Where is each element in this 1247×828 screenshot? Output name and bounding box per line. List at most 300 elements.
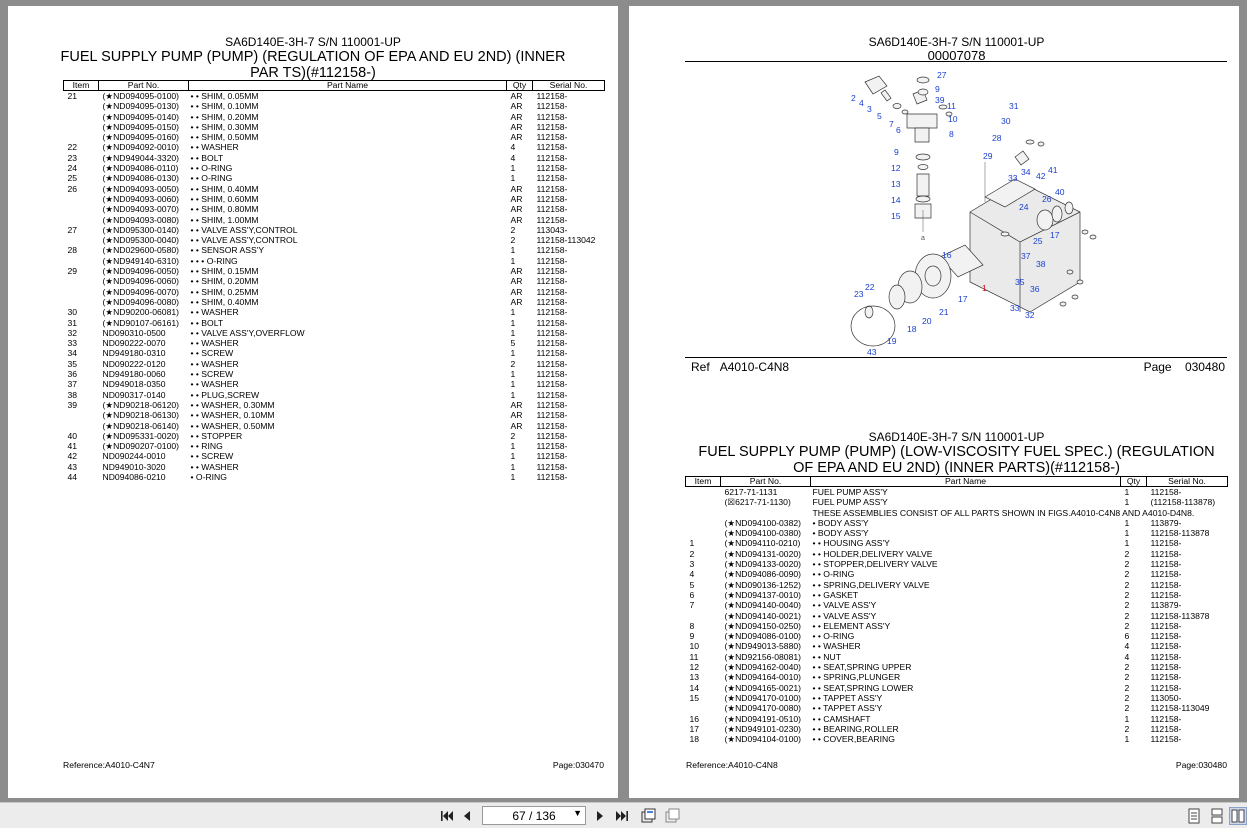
part-no-cell: ND949018-0350 bbox=[102, 379, 166, 390]
part-no-cell: (★ND094100-0382) bbox=[724, 517, 801, 528]
item-cell: 29 bbox=[67, 266, 78, 277]
table-row bbox=[686, 693, 1228, 703]
part-no-cell: (★ND094131-0020) bbox=[724, 548, 801, 559]
table-row bbox=[686, 714, 1228, 724]
item-cell: 13 bbox=[689, 672, 700, 683]
part-name-cell: • • CAMSHAFT bbox=[812, 713, 871, 724]
table-row bbox=[64, 91, 605, 102]
heading-line-2: OF EPA AND EU 2ND) (INNER PARTS)(#112158-) bbox=[793, 460, 1120, 476]
qty-cell: 2 bbox=[510, 224, 516, 235]
svg-text:5: 5 bbox=[877, 111, 882, 121]
part-name-cell: • • STOPPER bbox=[190, 430, 243, 441]
table-row bbox=[64, 256, 605, 266]
svg-text:36: 36 bbox=[1030, 284, 1040, 294]
table-row bbox=[64, 379, 605, 389]
svg-text:39: 39 bbox=[935, 95, 945, 105]
item-cell bbox=[64, 112, 99, 122]
qty-cell: 1 bbox=[1124, 538, 1130, 549]
item-cell: 35 bbox=[67, 358, 78, 369]
footer-reference: Reference:A4010-C4N8 bbox=[686, 760, 778, 770]
serial-cell: 112158- bbox=[536, 338, 568, 349]
part-no-cell: (☒6217-71-1130) bbox=[724, 497, 791, 508]
part-name-cell: • • PLUG,SCREW bbox=[190, 389, 260, 400]
part-no-cell: (★ND095331-0020) bbox=[102, 430, 179, 441]
part-name-cell: • • • O-RING bbox=[190, 255, 238, 266]
footer-page: Page:030470 bbox=[552, 760, 604, 770]
part-name-cell: • • WASHER bbox=[812, 641, 861, 652]
item-cell: 23 bbox=[67, 152, 78, 163]
qty-cell: 2 bbox=[1124, 672, 1130, 683]
table-row bbox=[686, 590, 1228, 600]
qty-cell: 2 bbox=[510, 430, 516, 441]
table-row bbox=[64, 194, 605, 204]
serial-cell: 112158- bbox=[536, 307, 568, 318]
part-name-cell: • • VALVE ASS'Y,OVERFLOW bbox=[190, 327, 305, 338]
serial-cell: 112158- bbox=[536, 461, 568, 472]
part-name-cell: • O-RING bbox=[190, 471, 227, 482]
item-cell: 8 bbox=[689, 620, 695, 631]
serial-cell: 112158- bbox=[536, 245, 568, 256]
qty-cell: 1 bbox=[510, 173, 516, 184]
part-no-cell: ND090310-0500 bbox=[102, 327, 166, 338]
item-cell: 15 bbox=[689, 692, 700, 703]
serial-cell: 112158- bbox=[536, 163, 568, 174]
part-name-cell: • • SEAT,SPRING LOWER bbox=[812, 682, 914, 693]
serial-cell: 112158- bbox=[536, 399, 568, 410]
table-row bbox=[64, 400, 605, 410]
item-cell bbox=[686, 508, 721, 518]
item-cell bbox=[686, 518, 721, 528]
serial-cell: 112158-113049 bbox=[1150, 703, 1210, 714]
part-name-cell: • • SHIM, 1.00MM bbox=[190, 214, 259, 225]
prev-page-icon[interactable] bbox=[458, 807, 476, 825]
part-name-cell: • • WASHER bbox=[190, 142, 239, 153]
svg-text:15: 15 bbox=[891, 211, 901, 221]
table-row bbox=[64, 297, 605, 307]
svg-text:a: a bbox=[921, 235, 925, 242]
svg-text:17: 17 bbox=[958, 294, 968, 304]
single-page-icon[interactable] bbox=[1185, 807, 1203, 825]
part-name-cell: • • SENSOR ASS'Y bbox=[190, 245, 265, 256]
serial-cell: 112158- bbox=[1150, 579, 1182, 590]
serial-cell: 112158- bbox=[536, 152, 568, 163]
part-no-cell: 6217-71-1131 bbox=[724, 487, 778, 497]
svg-text:18: 18 bbox=[907, 324, 917, 334]
parts-table bbox=[63, 80, 605, 482]
qty-cell: 1 bbox=[510, 317, 516, 328]
serial-cell: 112158- bbox=[1150, 538, 1182, 549]
qty-cell: AR bbox=[510, 183, 523, 194]
qty-cell: AR bbox=[510, 296, 523, 307]
item-cell: 4 bbox=[689, 569, 695, 580]
serial-cell: 112158- bbox=[1150, 620, 1182, 631]
svg-text:42: 42 bbox=[1036, 171, 1046, 181]
part-name-cell: • • TAPPET ASS'Y bbox=[812, 703, 883, 714]
svg-text:8: 8 bbox=[949, 129, 954, 139]
page-number-input[interactable] bbox=[482, 806, 586, 825]
svg-text:30: 30 bbox=[1001, 116, 1011, 126]
section-heading bbox=[672, 444, 1241, 476]
col-header-part-no: Part No. bbox=[99, 81, 189, 91]
page-indicator: 67 / 136 bbox=[512, 808, 556, 823]
svg-text:29: 29 bbox=[983, 151, 993, 161]
table-row bbox=[686, 600, 1228, 610]
serial-cell: 112158- bbox=[536, 111, 568, 122]
svg-text:3: 3 bbox=[867, 104, 872, 114]
col-header-serial: Serial No. bbox=[533, 81, 605, 91]
item-cell: 32 bbox=[67, 327, 78, 338]
item-cell: 37 bbox=[67, 379, 78, 390]
table-row bbox=[64, 204, 605, 214]
table-row bbox=[686, 518, 1228, 528]
svg-text:13: 13 bbox=[891, 179, 901, 189]
part-name-cell: • • BOLT bbox=[190, 152, 224, 163]
item-cell: 17 bbox=[689, 723, 700, 734]
serial-cell: 112158- bbox=[536, 327, 568, 338]
qty-cell: 1 bbox=[1124, 734, 1130, 745]
qty-cell: 1 bbox=[1124, 487, 1130, 497]
part-no-cell: (★ND094096-0060) bbox=[102, 276, 179, 287]
part-no-cell: (★ND094093-0080) bbox=[102, 214, 179, 225]
part-no-cell: (★ND949013-5880) bbox=[724, 641, 801, 652]
qty-cell: AR bbox=[510, 121, 523, 132]
exploded-parts-diagram bbox=[685, 61, 1227, 358]
qty-cell: AR bbox=[510, 111, 523, 122]
svg-text:23: 23 bbox=[854, 289, 864, 299]
serial-cell: 112158- bbox=[536, 348, 568, 359]
part-no-cell: (★ND92156-08081) bbox=[724, 651, 801, 662]
qty-cell: 4 bbox=[1124, 651, 1130, 662]
item-cell: 7 bbox=[689, 600, 695, 611]
qty-cell: 2 bbox=[1124, 589, 1130, 600]
qty-cell: 1 bbox=[1124, 528, 1130, 539]
part-name-cell: • BODY ASS'Y bbox=[812, 528, 869, 539]
part-name-cell: • • VALVE ASS'Y,CONTROL bbox=[190, 224, 298, 235]
serial-cell: (112158-113878) bbox=[1150, 497, 1216, 508]
qty-cell: 2 bbox=[1124, 579, 1130, 590]
part-no-cell: (★ND094140-0021) bbox=[724, 610, 801, 621]
serial-cell: 112158- bbox=[536, 276, 568, 287]
serial-cell: 113879- bbox=[1150, 600, 1182, 611]
part-name-cell: • • SCREW bbox=[190, 348, 234, 359]
ref-value: A4010-C4N8 bbox=[719, 360, 790, 374]
qty-cell: 1 bbox=[1124, 497, 1130, 508]
table-row bbox=[64, 318, 605, 328]
col-header-serial: Serial No. bbox=[1147, 477, 1228, 487]
table-row bbox=[64, 390, 605, 400]
serial-cell: 112158- bbox=[1150, 723, 1182, 734]
part-no-cell: (★ND094140-0040) bbox=[724, 600, 801, 611]
table-row bbox=[64, 338, 605, 348]
qty-cell: 1 bbox=[510, 471, 516, 482]
qty-cell: AR bbox=[510, 420, 523, 431]
item-cell bbox=[64, 235, 99, 245]
part-no-cell bbox=[721, 508, 811, 518]
serial-cell: 112158- bbox=[536, 379, 568, 390]
part-name-cell: • • ELEMENT ASS'Y bbox=[812, 620, 891, 631]
document-page-right bbox=[629, 6, 1239, 798]
part-no-cell: (★ND094093-0050) bbox=[102, 183, 179, 194]
svg-text:26: 26 bbox=[1042, 194, 1052, 204]
part-name-cell: • • GASKET bbox=[812, 589, 859, 600]
qty-cell: AR bbox=[510, 132, 523, 143]
part-no-cell: (★ND094137-0010) bbox=[724, 589, 801, 600]
item-cell: 31 bbox=[67, 317, 78, 328]
serial-cell: 112158- bbox=[536, 132, 568, 143]
table-row bbox=[64, 348, 605, 358]
part-name-cell: • • VALVE ASS'Y bbox=[812, 610, 877, 621]
item-cell bbox=[64, 410, 99, 420]
item-cell: 27 bbox=[67, 224, 78, 235]
item-cell: 36 bbox=[67, 369, 78, 380]
part-no-cell: (★ND949044-3320) bbox=[102, 152, 179, 163]
item-cell: 6 bbox=[689, 589, 695, 600]
part-name-cell: • • RING bbox=[190, 441, 223, 452]
part-no-cell: (★ND90218-06140) bbox=[102, 420, 179, 431]
col-header-qty: Qty bbox=[507, 81, 533, 91]
item-cell bbox=[64, 132, 99, 142]
table-row bbox=[64, 369, 605, 379]
part-no-cell: (★ND094095-0100) bbox=[102, 91, 179, 101]
part-no-cell: (★ND90200-06081) bbox=[102, 307, 179, 318]
serial-cell: 112158- bbox=[1150, 631, 1182, 642]
parts-table bbox=[685, 476, 1228, 744]
footer-page: Page:030480 bbox=[1175, 760, 1227, 770]
svg-text:24: 24 bbox=[1019, 202, 1029, 212]
svg-text:17: 17 bbox=[1050, 230, 1060, 240]
serial-cell: 112158- bbox=[536, 389, 568, 400]
part-name-cell: • BODY ASS'Y bbox=[812, 517, 869, 528]
qty-cell: 1 bbox=[510, 441, 516, 452]
item-cell: 42 bbox=[67, 451, 78, 462]
qty-cell: 4 bbox=[510, 152, 516, 163]
part-no-cell: (★ND949140-6310) bbox=[102, 255, 179, 266]
item-cell bbox=[64, 101, 99, 111]
item-cell: 25 bbox=[67, 173, 78, 184]
part-no-cell: (★ND094162-0040) bbox=[724, 662, 801, 673]
part-name-cell: • • O-RING bbox=[812, 569, 855, 580]
item-cell: 44 bbox=[67, 471, 78, 482]
item-cell: 12 bbox=[689, 662, 700, 673]
table-row bbox=[686, 621, 1228, 631]
table-row bbox=[686, 497, 1228, 507]
qty-cell: 1 bbox=[510, 307, 516, 318]
item-cell: 10 bbox=[689, 641, 700, 652]
part-name-cell: • • HOUSING ASS'Y bbox=[812, 538, 890, 549]
svg-text:12: 12 bbox=[891, 163, 901, 173]
table-row bbox=[64, 472, 605, 482]
svg-text:19: 19 bbox=[887, 336, 897, 346]
serial-cell: 112158- bbox=[536, 183, 568, 194]
svg-text:25: 25 bbox=[1033, 236, 1043, 246]
part-no-cell: (★ND094104-0100) bbox=[724, 734, 801, 745]
heading-line-1: FUEL SUPPLY PUMP (PUMP) (LOW-VISCOSITY FUEL SPEC.) (REGULATION bbox=[698, 444, 1215, 460]
qty-cell: 2 bbox=[510, 235, 516, 246]
item-cell: 33 bbox=[67, 338, 78, 349]
part-no-cell: (★ND094100-0380) bbox=[724, 528, 801, 539]
part-no-cell: ND949010-3020 bbox=[102, 461, 166, 472]
item-cell bbox=[686, 703, 721, 713]
last-page-icon[interactable] bbox=[613, 807, 631, 825]
part-name-cell: • • WASHER bbox=[190, 307, 239, 318]
serial-cell: 112158- bbox=[536, 255, 568, 266]
item-cell: 38 bbox=[67, 389, 78, 400]
serial-cell: 112158- bbox=[536, 121, 568, 132]
item-cell: 40 bbox=[67, 430, 78, 441]
table-row bbox=[686, 703, 1228, 713]
serial-cell: 112158- bbox=[536, 296, 568, 307]
svg-text:14: 14 bbox=[891, 195, 901, 205]
part-name-cell: • • STOPPER,DELIVERY VALVE bbox=[812, 559, 938, 570]
item-cell: 2 bbox=[689, 548, 695, 559]
qty-cell: AR bbox=[510, 91, 523, 101]
table-row bbox=[686, 631, 1228, 641]
qty-cell: 1 bbox=[510, 348, 516, 359]
col-header-part-name: Part Name bbox=[189, 81, 507, 91]
part-no-cell: (★ND949101-0230) bbox=[724, 723, 801, 734]
svg-text:4: 4 bbox=[859, 98, 864, 108]
chevron-down-icon[interactable]: ▼ bbox=[573, 808, 582, 818]
serial-cell: 112158- bbox=[536, 193, 568, 204]
part-no-cell: (★ND094093-0060) bbox=[102, 193, 179, 204]
part-name-cell: • • WASHER bbox=[190, 379, 239, 390]
serial-cell: 112158- bbox=[536, 142, 568, 153]
table-row bbox=[686, 580, 1228, 590]
qty-cell: AR bbox=[510, 399, 523, 410]
qty-cell: AR bbox=[510, 410, 523, 421]
qty-cell: 1 bbox=[510, 461, 516, 472]
part-no-cell: (★ND029600-0580) bbox=[102, 245, 179, 256]
serial-cell: 113043- bbox=[536, 224, 568, 235]
serial-cell: 112158-113878 bbox=[1150, 528, 1210, 539]
part-no-cell: (★ND094170-0100) bbox=[724, 692, 801, 703]
fit-page-icon[interactable] bbox=[639, 807, 657, 825]
table-row bbox=[686, 487, 1228, 498]
part-no-cell: (★ND094191-0510) bbox=[724, 713, 801, 724]
part-name-cell: • • SEAT,SPRING UPPER bbox=[812, 662, 912, 673]
part-name-cell: • • VALVE ASS'Y,CONTROL bbox=[190, 235, 298, 246]
item-cell: 41 bbox=[67, 441, 78, 452]
part-no-cell: (★ND094150-0250) bbox=[724, 620, 801, 631]
table-row bbox=[686, 683, 1228, 693]
svg-text:37: 37 bbox=[1021, 251, 1031, 261]
qty-cell: 2 bbox=[1124, 682, 1130, 693]
serial-cell: 113879- bbox=[1150, 517, 1182, 528]
part-no-cell: ND090244-0010 bbox=[102, 451, 166, 462]
qty-cell: 4 bbox=[510, 142, 516, 153]
item-cell: 3 bbox=[689, 559, 695, 570]
qty-cell: 2 bbox=[510, 358, 516, 369]
part-no-cell: ND090222-0120 bbox=[102, 358, 166, 369]
serial-cell: 112158- bbox=[536, 286, 568, 297]
svg-text:9: 9 bbox=[935, 84, 940, 94]
qty-cell: 2 bbox=[1124, 723, 1130, 734]
serial-cell: 112158- bbox=[1150, 487, 1182, 497]
part-name-cell: • • SHIM, 0.80MM bbox=[190, 204, 259, 215]
part-no-cell: (★ND094086-0110) bbox=[102, 163, 179, 174]
serial-cell: 112158- bbox=[1150, 651, 1182, 662]
item-cell bbox=[686, 528, 721, 538]
part-name-cell: • • BEARING,ROLLER bbox=[812, 723, 899, 734]
table-row bbox=[686, 569, 1228, 579]
item-cell: 5 bbox=[689, 579, 695, 590]
fit-width-icon[interactable] bbox=[663, 807, 681, 825]
part-name-cell: • • NUT bbox=[812, 651, 841, 662]
part-name-cell: • • SHIM, 0.25MM bbox=[190, 286, 259, 297]
continuous-icon[interactable] bbox=[1208, 807, 1226, 825]
part-name-cell: • • SPRING,DELIVERY VALVE bbox=[812, 579, 930, 590]
two-page-icon[interactable] bbox=[1229, 807, 1247, 825]
table-row bbox=[64, 245, 605, 255]
qty-cell: 4 bbox=[1124, 641, 1130, 652]
qty-cell: AR bbox=[510, 286, 523, 297]
qty-cell: 1 bbox=[510, 255, 516, 266]
svg-text:40: 40 bbox=[1055, 187, 1065, 197]
part-name-cell: • • WASHER bbox=[190, 358, 239, 369]
part-no-cell: (★ND90218-06130) bbox=[102, 410, 179, 421]
table-row bbox=[686, 559, 1228, 569]
section-model-title: SA6D140E-3H-7 S/N 110001-UP bbox=[868, 430, 1045, 444]
part-name-cell: • • SHIM, 0.40MM bbox=[190, 296, 259, 307]
part-no-cell: (★ND90107-06161) bbox=[102, 317, 179, 328]
qty-cell: AR bbox=[510, 276, 523, 287]
table-row bbox=[686, 508, 1228, 518]
part-name-cell: FUEL PUMP ASS'Y bbox=[812, 497, 888, 508]
part-no-cell: (★ND090136-1252) bbox=[724, 579, 801, 590]
qty-cell: 1 bbox=[1124, 713, 1130, 724]
serial-cell: 112158- bbox=[536, 204, 568, 215]
part-no-cell: (★ND094093-0070) bbox=[102, 204, 179, 215]
item-cell bbox=[686, 611, 721, 621]
serial-cell: 112158- bbox=[1150, 548, 1182, 559]
part-no-cell: (★ND094096-0050) bbox=[102, 266, 179, 277]
part-name-cell: • • O-RING bbox=[190, 163, 233, 174]
page-block bbox=[1144, 360, 1225, 374]
qty-cell: 2 bbox=[1124, 569, 1130, 580]
part-no-cell: (★ND094110-0210) bbox=[724, 538, 801, 549]
serial-cell: 112158- bbox=[1150, 713, 1182, 724]
serial-cell: 112158- bbox=[536, 358, 568, 369]
next-page-icon[interactable] bbox=[591, 807, 609, 825]
part-name-cell: • • HOLDER,DELIVERY VALVE bbox=[812, 548, 933, 559]
serial-cell: 112158- bbox=[1150, 569, 1182, 580]
col-header-qty: Qty bbox=[1121, 477, 1147, 487]
table-row bbox=[64, 359, 605, 369]
item-cell bbox=[64, 256, 99, 266]
part-name-cell: • • SHIM, 0.40MM bbox=[190, 183, 259, 194]
qty-cell: 1 bbox=[510, 379, 516, 390]
part-name-cell: • • COVER,BEARING bbox=[812, 734, 895, 745]
part-name-cell: • • SHIM, 0.15MM bbox=[190, 266, 259, 277]
page-heading bbox=[0, 49, 636, 81]
qty-cell: 2 bbox=[1124, 620, 1130, 631]
qty-cell: 1 bbox=[510, 245, 516, 256]
page-model-title: SA6D140E-3H-7 S/N 110001-UP bbox=[225, 35, 401, 49]
serial-cell: 112158- bbox=[536, 420, 568, 431]
serial-cell: 112158- bbox=[536, 266, 568, 277]
part-name-cell: • • WASHER, 0.50MM bbox=[190, 420, 275, 431]
serial-cell: 112158- bbox=[536, 430, 568, 441]
part-no-cell: (★ND094095-0140) bbox=[102, 111, 179, 122]
document-page-left bbox=[8, 6, 618, 798]
table-row bbox=[64, 451, 605, 461]
svg-text:33: 33 bbox=[1008, 173, 1018, 183]
item-cell bbox=[686, 487, 721, 498]
qty-cell: 2 bbox=[1124, 600, 1130, 611]
first-page-icon[interactable] bbox=[438, 807, 456, 825]
part-name-cell: • • TAPPET ASS'Y bbox=[812, 692, 883, 703]
item-cell bbox=[64, 122, 99, 132]
